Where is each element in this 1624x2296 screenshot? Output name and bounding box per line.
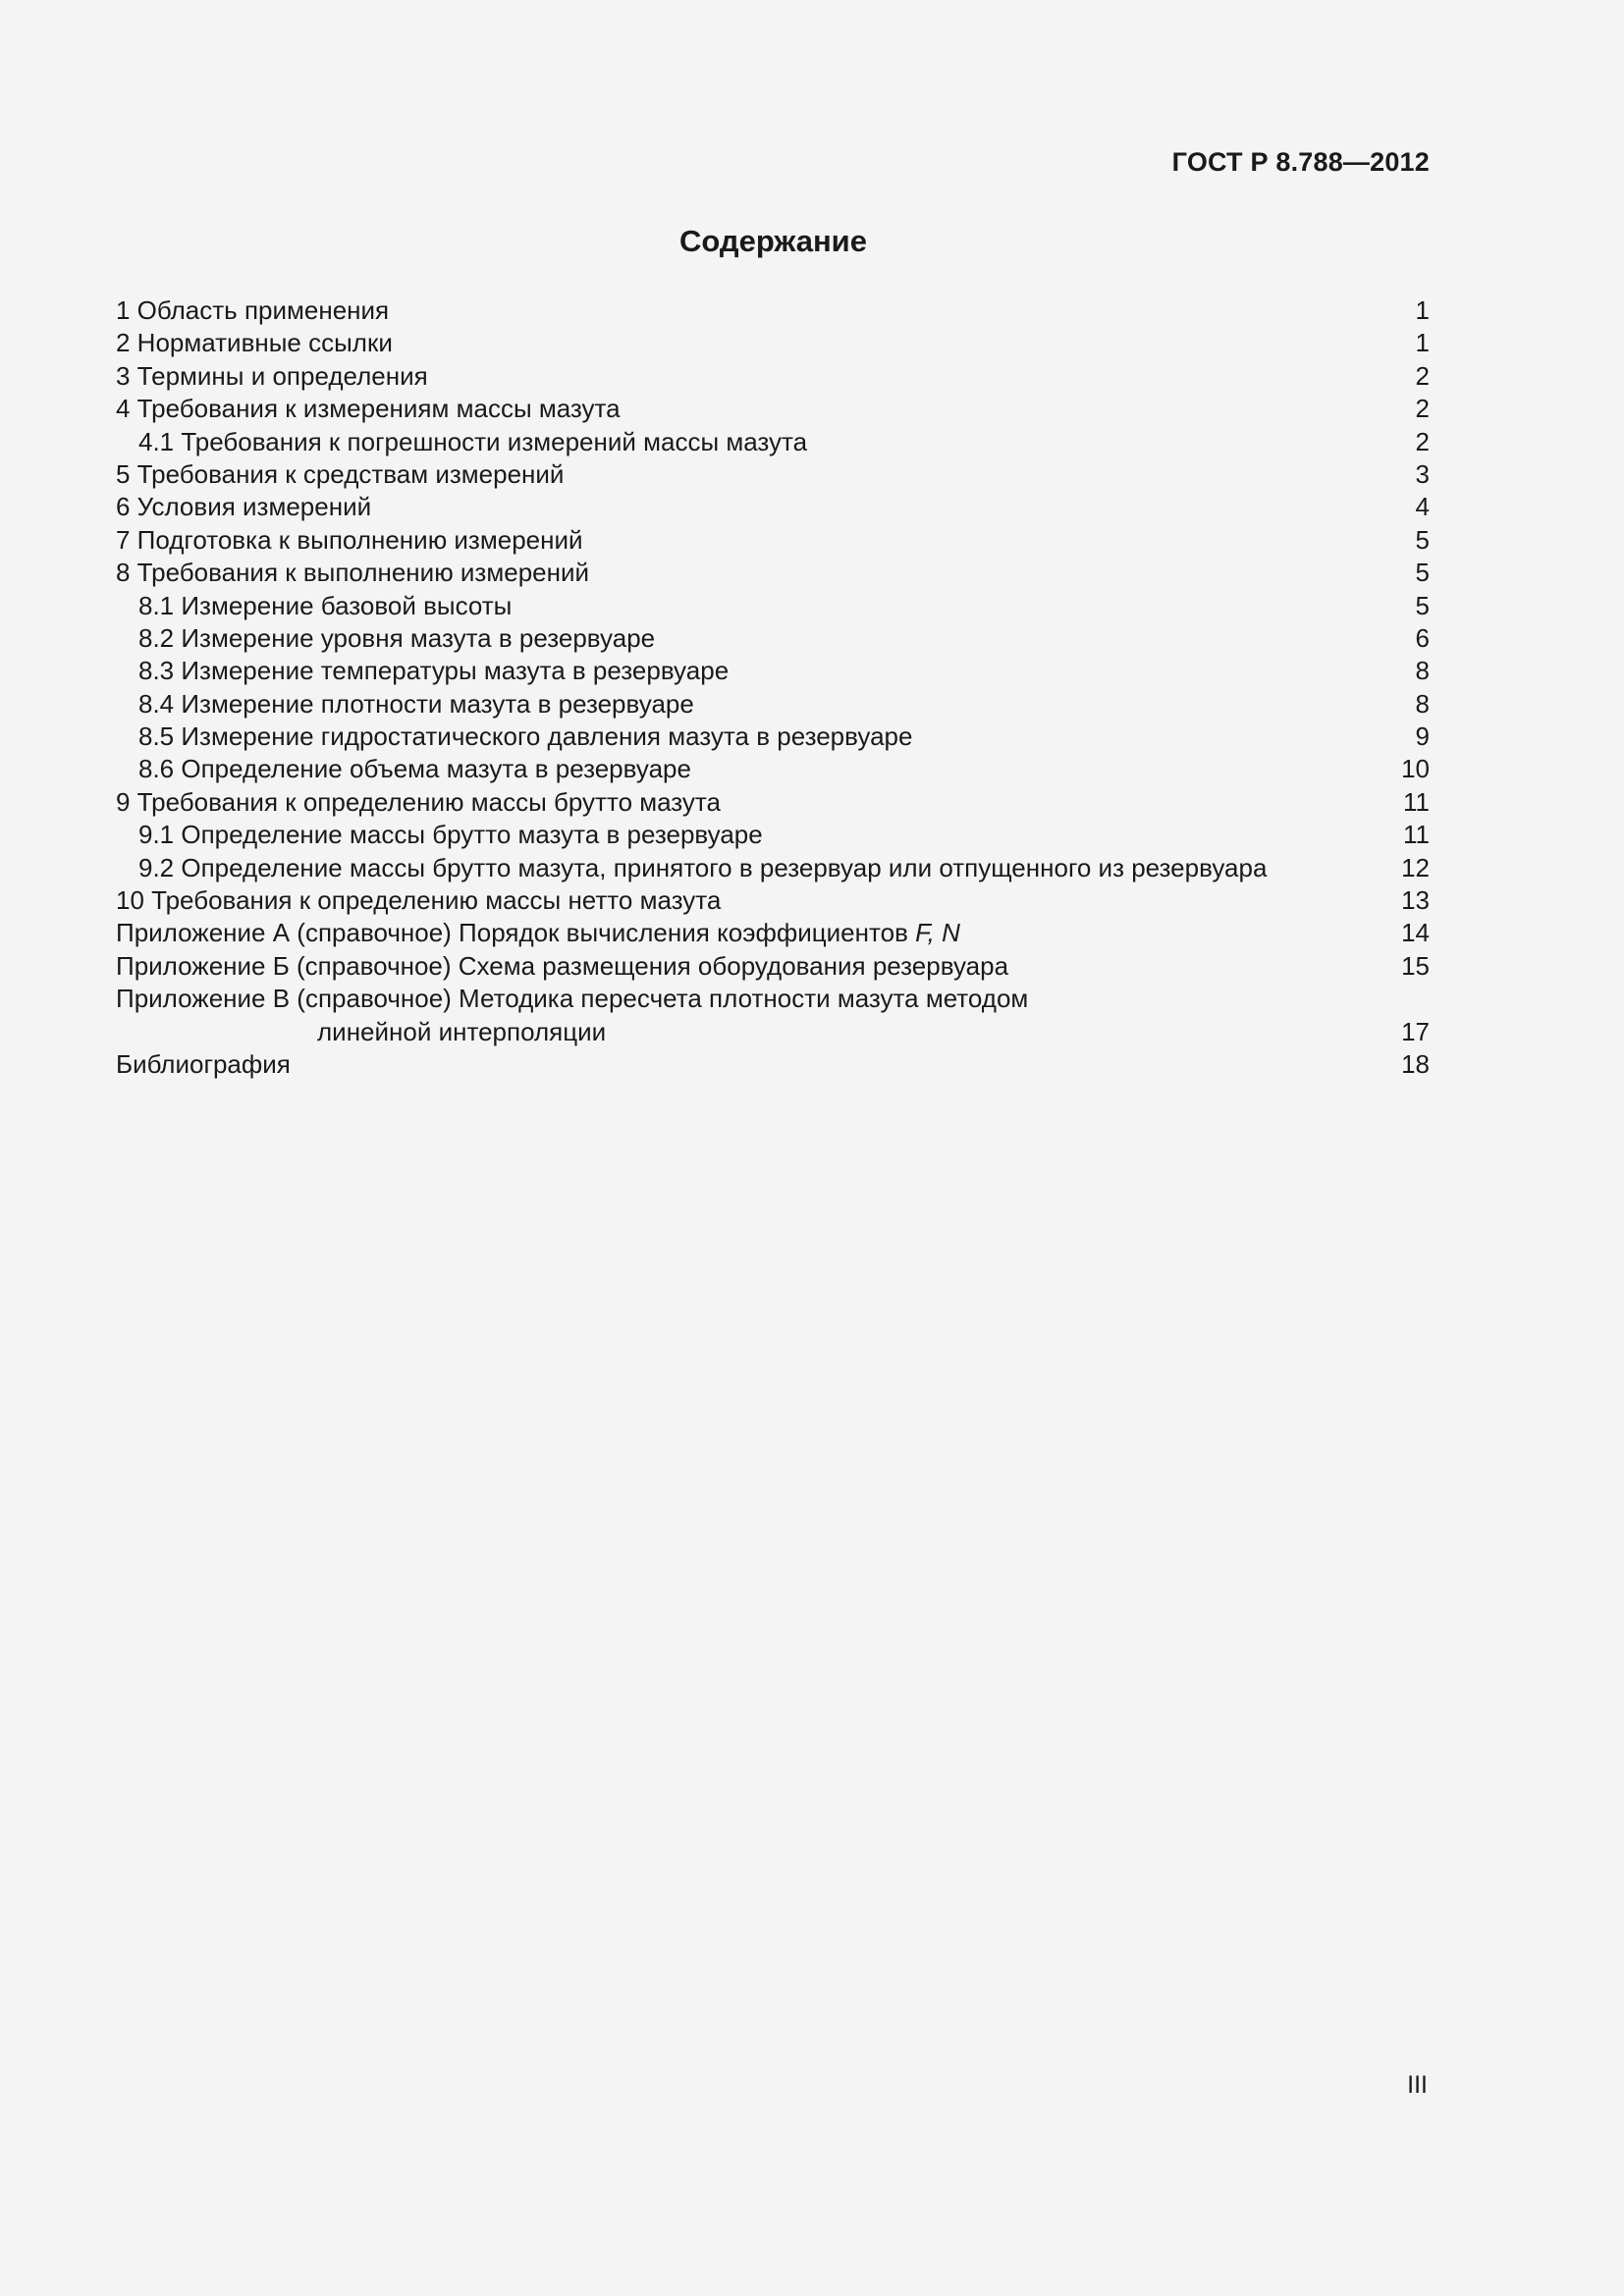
toc-subitem[interactable] [116, 622, 1430, 655]
toc-item-page: 2 [1415, 360, 1430, 391]
toc-item-label: 6 Условия измерений [116, 492, 372, 522]
toc-item-label: Библиография [116, 1048, 291, 1079]
toc-item-page: 14 [1401, 918, 1430, 948]
toc-item[interactable] [116, 360, 1430, 393]
toc-item-bibliography[interactable] [116, 1048, 1430, 1081]
toc-item-page: 5 [1415, 558, 1430, 588]
toc-item-appendix-v[interactable] [116, 983, 1430, 1015]
toc-subitem[interactable] [116, 590, 1430, 622]
toc-item[interactable] [116, 393, 1430, 425]
toc-item-label: 8.6 Определение объема мазута в резервуаре [138, 754, 691, 784]
toc-subitem[interactable] [116, 819, 1430, 851]
toc-item-label-italic: F, N [915, 918, 960, 948]
toc-item[interactable] [116, 458, 1430, 491]
toc-subitem[interactable] [116, 721, 1430, 753]
toc-item-page: 4 [1415, 492, 1430, 522]
toc-subitem[interactable] [116, 688, 1430, 721]
toc-item-label: 10 Требования к определению массы нетто мазута [116, 885, 722, 916]
toc-item-label: 1 Область применения [116, 295, 390, 325]
toc-item-page: 6 [1415, 622, 1430, 653]
toc-item-page: 8 [1415, 656, 1430, 686]
toc-item-page: 2 [1415, 426, 1430, 456]
toc-item-label-continuation: линейной интерполяции [317, 1016, 607, 1046]
toc-subitem[interactable] [116, 426, 1430, 458]
table-of-contents [116, 294, 1430, 1081]
toc-item-page: 13 [1401, 885, 1430, 916]
toc-item-label: 7 Подготовка к выполнению измерений [116, 524, 583, 555]
toc-item-label: 4.1 Требования к погрешности измерений массы мазута [138, 426, 808, 456]
toc-item-page: 9 [1415, 721, 1430, 752]
toc-item[interactable] [116, 524, 1430, 557]
toc-subitem[interactable] [116, 753, 1430, 785]
toc-item-label: 9 Требования к определению массы брутто мазута [116, 786, 722, 817]
toc-item-page: 11 [1403, 820, 1430, 850]
document-code: ГОСТ Р 8.788—2012 [1171, 147, 1430, 177]
toc-item-label: 9.2 Определение массы брутто мазута, принятого в резервуар или отпущенного из резервуара [138, 852, 1268, 882]
toc-item-label: 8.2 Измерение уровня мазута в резервуаре [138, 622, 656, 653]
toc-item-page: 15 [1401, 950, 1430, 981]
toc-item-label-wrap [116, 917, 960, 949]
toc-item-page: 5 [1415, 524, 1430, 555]
toc-item-page: 2 [1415, 394, 1430, 424]
toc-item-label: Приложение А (справочное) Порядок вычисления коэффициентов [116, 918, 908, 948]
toc-subitem[interactable] [116, 852, 1430, 884]
toc-title: Содержание [679, 224, 867, 258]
toc-item-label: 8.1 Измерение базовой высоты [138, 590, 513, 620]
toc-item-page: 10 [1401, 754, 1430, 784]
toc-item-label: 8 Требования к выполнению измерений [116, 558, 590, 588]
toc-item-appendix-a[interactable] [116, 917, 1430, 949]
toc-item-label: 4 Требования к измерениям массы мазута [116, 394, 621, 424]
toc-item-label: 9.1 Определение массы брутто мазута в резервуаре [138, 820, 763, 850]
toc-item-label: 2 Нормативные ссылки [116, 328, 393, 358]
toc-item-appendix-v-continuation[interactable] [116, 1016, 1430, 1048]
toc-item-page: 12 [1401, 852, 1430, 882]
toc-item-label: 8.5 Измерение гидростатического давления мазута в резервуаре [138, 721, 913, 752]
toc-item-page: 1 [1415, 295, 1430, 325]
toc-item-page: 11 [1403, 786, 1430, 817]
toc-item-page: 18 [1401, 1048, 1430, 1079]
toc-item-label: Приложение В (справочное) Методика пересчета плотности мазута методом [116, 984, 1029, 1014]
toc-item[interactable] [116, 557, 1430, 589]
toc-item-appendix-b[interactable] [116, 950, 1430, 983]
toc-item-label: Приложение Б (справочное) Схема размещения оборудования резервуара [116, 950, 1009, 981]
toc-item[interactable] [116, 884, 1430, 917]
toc-item-page: 17 [1401, 1016, 1430, 1046]
toc-item-page: 8 [1415, 688, 1430, 719]
toc-item-page: 1 [1415, 328, 1430, 358]
toc-item-label: 5 Требования к средствам измерений [116, 458, 565, 489]
toc-item-label: 8.4 Измерение плотности мазута в резервуаре [138, 688, 694, 719]
toc-item[interactable] [116, 491, 1430, 523]
toc-item-label: 8.3 Измерение температуры мазута в резервуаре [138, 656, 730, 686]
toc-item-label: 3 Термины и определения [116, 360, 428, 391]
toc-item-page: 3 [1415, 458, 1430, 489]
toc-item[interactable] [116, 327, 1430, 359]
page-number: III [1407, 2071, 1428, 2099]
toc-item[interactable] [116, 294, 1430, 327]
toc-item[interactable] [116, 786, 1430, 819]
toc-subitem[interactable] [116, 655, 1430, 687]
toc-item-page: 5 [1415, 590, 1430, 620]
